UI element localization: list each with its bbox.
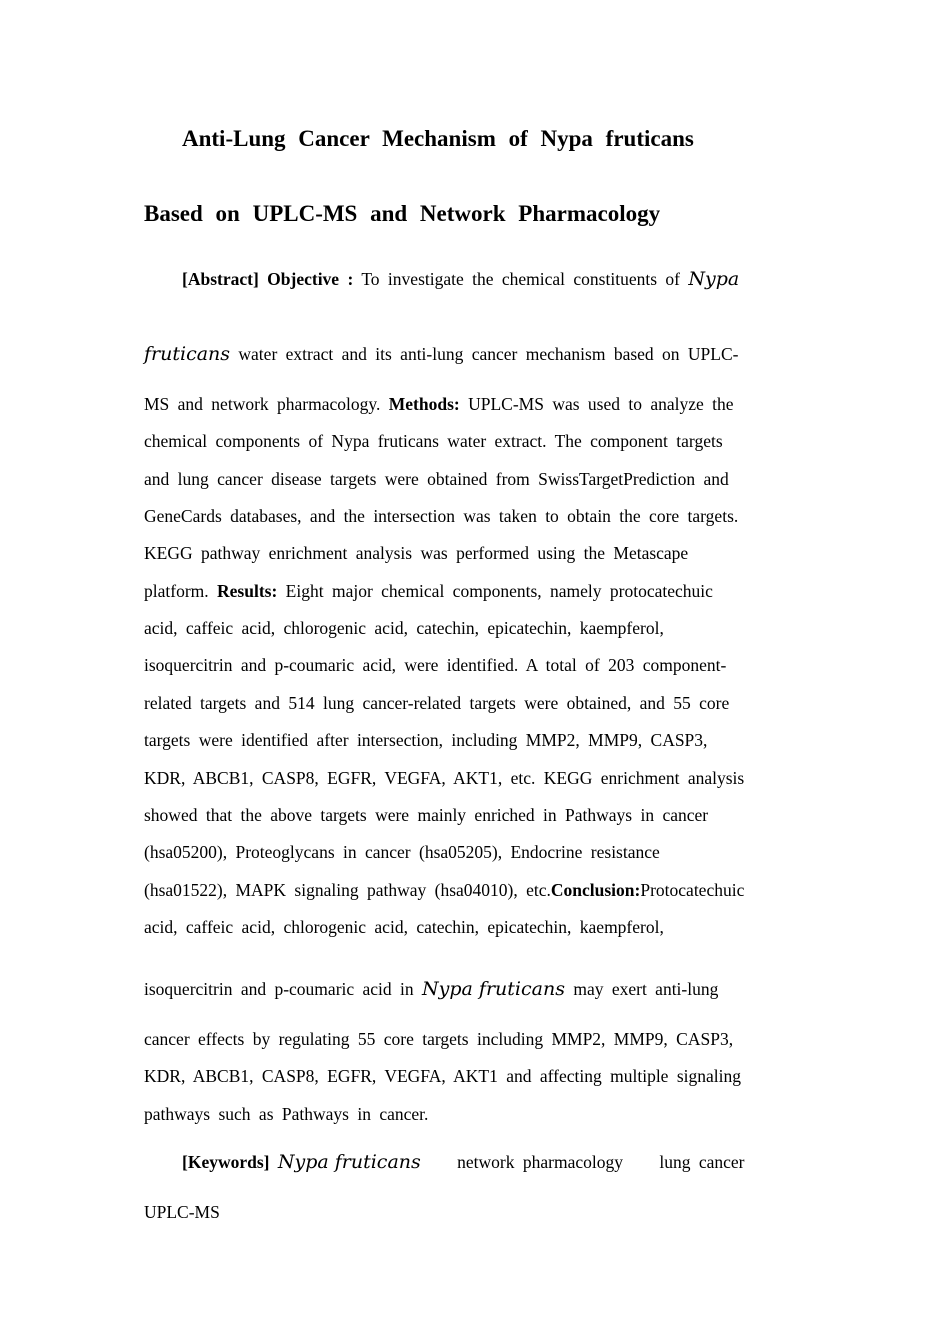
keyword-item: network pharmacology	[457, 1152, 623, 1172]
abstract-line-15: (hsa05200), Proteoglycans in cancer (hsa05205), Endocrine resistance	[144, 842, 660, 862]
objective-label: Objective :	[267, 269, 354, 289]
abstract-line-3	[144, 394, 734, 415]
methods-label: Methods:	[388, 394, 460, 414]
abstract-text: water extract and its anti-lung cancer mechanism based on UPLC-	[238, 344, 739, 364]
species-name-part-1: Nypa	[688, 268, 740, 290]
abstract-line-21: pathways such as Pathways in cancer.	[144, 1104, 429, 1124]
abstract-line-9: acid, caffeic acid, chlorogenic acid, catechin, epicatechin, kaempferol,	[144, 618, 664, 638]
title-line-2: Based on UPLC-MS and Network Pharmacology	[144, 201, 661, 226]
title-line-1: Anti-Lung Cancer Mechanism of Nypa fruticans	[182, 126, 694, 151]
abstract-line-19: cancer effects by regulating 55 core targets including MMP2, MMP9, CASP3,	[144, 1029, 734, 1049]
abstract-line-16	[144, 880, 744, 901]
abstract-line-12: targets were identified after intersection, including MMP2, MMP9, CASP3,	[144, 730, 708, 750]
keywords-label: [Keywords]	[182, 1152, 270, 1172]
species-name: Nypa fruticans	[422, 978, 565, 1000]
objective-text: To investigate the chemical constituents of	[361, 269, 680, 289]
abstract-line-6: GeneCards databases, and the intersection was taken to obtain the core targets.	[144, 506, 739, 526]
abstract-line-7: KEGG pathway enrichment analysis was performed using the Metascape	[144, 543, 689, 563]
keywords-line-1	[182, 1151, 745, 1173]
abstract-line-11: related targets and 514 lung cancer-related targets were obtained, and 55 core	[144, 693, 730, 713]
abstract-text: Eight major chemical components, namely protocatechuic	[285, 581, 713, 601]
abstract-line-20: KDR, ABCB1, CASP8, EGFR, VEGFA, AKT1 and affecting multiple signaling	[144, 1066, 741, 1086]
keyword-item: lung cancer	[659, 1152, 745, 1172]
abstract-line-2	[144, 343, 738, 365]
species-name-part-2: fruticans	[144, 343, 231, 365]
keyword-item: UPLC-MS	[144, 1202, 220, 1222]
abstract-line-14: showed that the above targets were mainly enriched in Pathways in cancer	[144, 805, 709, 825]
keyword-item: Nypa fruticans	[277, 1151, 421, 1173]
abstract-line-4: chemical components of Nypa fruticans water extract. The component targets	[144, 431, 723, 451]
keywords-line-2	[144, 1202, 220, 1223]
abstract-text: may exert anti-lung	[573, 979, 719, 999]
abstract-line-13: KDR, ABCB1, CASP8, EGFR, VEGFA, AKT1, etc. KEGG enrichment analysis	[144, 768, 745, 788]
abstract-line-18	[144, 978, 718, 1000]
abstract-text: isoquercitrin and p-coumaric acid in	[144, 979, 414, 999]
abstract-line-8	[144, 581, 713, 602]
abstract-text: UPLC-MS was used to analyze the	[468, 394, 734, 414]
abstract-label: [Abstract]	[182, 269, 259, 289]
abstract-line-1	[182, 268, 739, 290]
abstract-line-10: isoquercitrin and p-coumaric acid, were identified. A total of 203 component-	[144, 655, 727, 675]
abstract-line-17: acid, caffeic acid, chlorogenic acid, catechin, epicatechin, kaempferol,	[144, 917, 664, 937]
abstract-text: MS and network pharmacology.	[144, 394, 381, 414]
results-label: Results:	[217, 581, 278, 601]
conclusion-label: Conclusion:	[550, 880, 641, 900]
abstract-line-5: and lung cancer disease targets were obtained from SwissTargetPrediction and	[144, 469, 729, 489]
abstract-text: platform.	[144, 581, 209, 601]
abstract-text: Protocatechuic	[640, 880, 745, 900]
abstract-text: (hsa01522), MAPK signaling pathway (hsa04010), etc.	[144, 880, 551, 900]
